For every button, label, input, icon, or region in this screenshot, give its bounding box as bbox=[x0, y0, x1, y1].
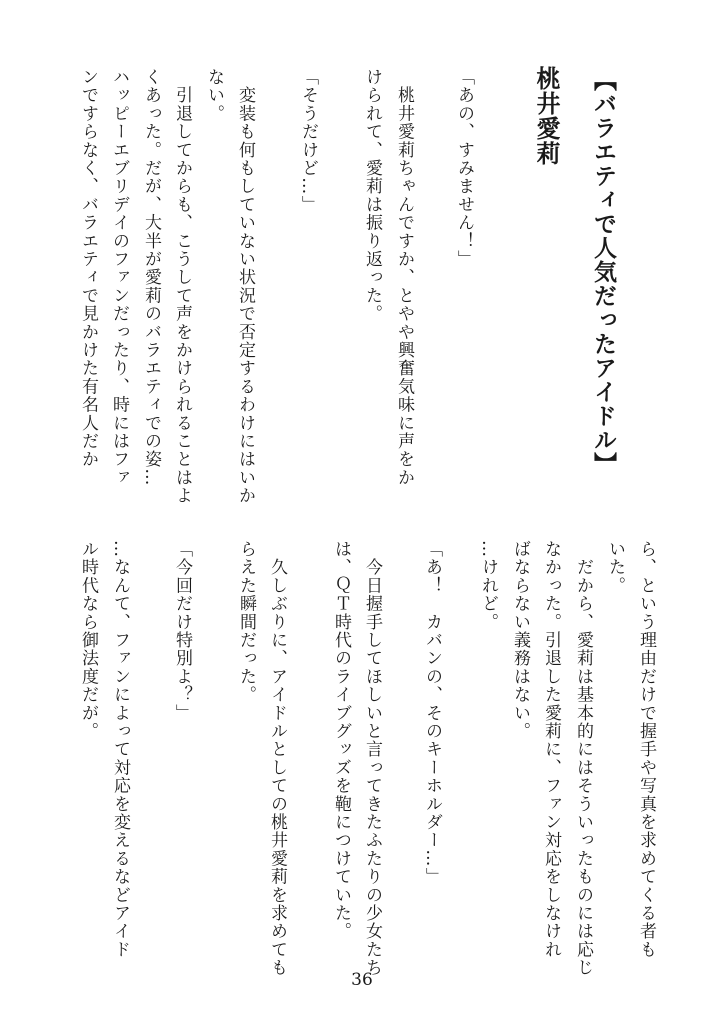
text-column: くあった。だが、大半が愛莉のバラエティでの姿… bbox=[141, 68, 161, 487]
text-column: 「あの、すみません！」 bbox=[454, 68, 474, 269]
text-column: なかった。引退した愛莉に、ファン対応をしなけれ bbox=[541, 540, 561, 959]
chapter-title: 【バラエティで人気だったアイドル】 bbox=[590, 68, 616, 476]
text-column: 「そうだけど…」 bbox=[298, 68, 318, 214]
text-column: …けれど。 bbox=[478, 540, 498, 631]
text-column: けられて、愛莉は振り返った。 bbox=[362, 68, 382, 323]
text-column: だから、愛莉は基本的にはそういったものには応じ bbox=[573, 540, 593, 977]
text-column: ら、という理由だけで握手や写真を求めてくる者も bbox=[636, 540, 656, 959]
text-column: ル時代なら御法度だが。 bbox=[78, 540, 98, 741]
character-name: 桃井愛莉 bbox=[532, 66, 560, 166]
text-column: 桃井愛莉ちゃんですか、とやや興奮気味に声をか bbox=[394, 68, 414, 487]
text-column: ばならない義務はない。 bbox=[510, 540, 530, 741]
text-column: らえた瞬間だった。 bbox=[236, 540, 256, 704]
text-column: 「今回だけ特別よ？」 bbox=[172, 540, 192, 722]
text-column: ない。 bbox=[204, 68, 224, 123]
text-column: は、ＱＴ時代のライブグッズを鞄につけていた。 bbox=[331, 540, 351, 941]
text-column: いた。 bbox=[605, 540, 625, 595]
text-column: 引退してからも、こうして声をかけられることはよ bbox=[172, 68, 192, 505]
page-number: 36 bbox=[351, 970, 373, 990]
text-column: 変装も何もしていない状況で否定するわけにはいか bbox=[235, 68, 255, 505]
text-column: 「あ！ カバンの、そのキーホルダー…」 bbox=[422, 540, 442, 886]
text-column: ハッピーエブリデイのファンだったり、時にはファ bbox=[109, 68, 129, 487]
text-column: 久しぶりに、アイドルとしての桃井愛莉を求めても bbox=[267, 540, 287, 977]
text-column: ンですらなく、バラエティで見かけた有名人だか bbox=[78, 68, 98, 469]
text-column: …なんて、ファンによって対応を変えるなどアイド bbox=[110, 540, 130, 959]
text-column: 今日握手してほしいと言ってきたふたりの少女たち bbox=[362, 540, 382, 977]
